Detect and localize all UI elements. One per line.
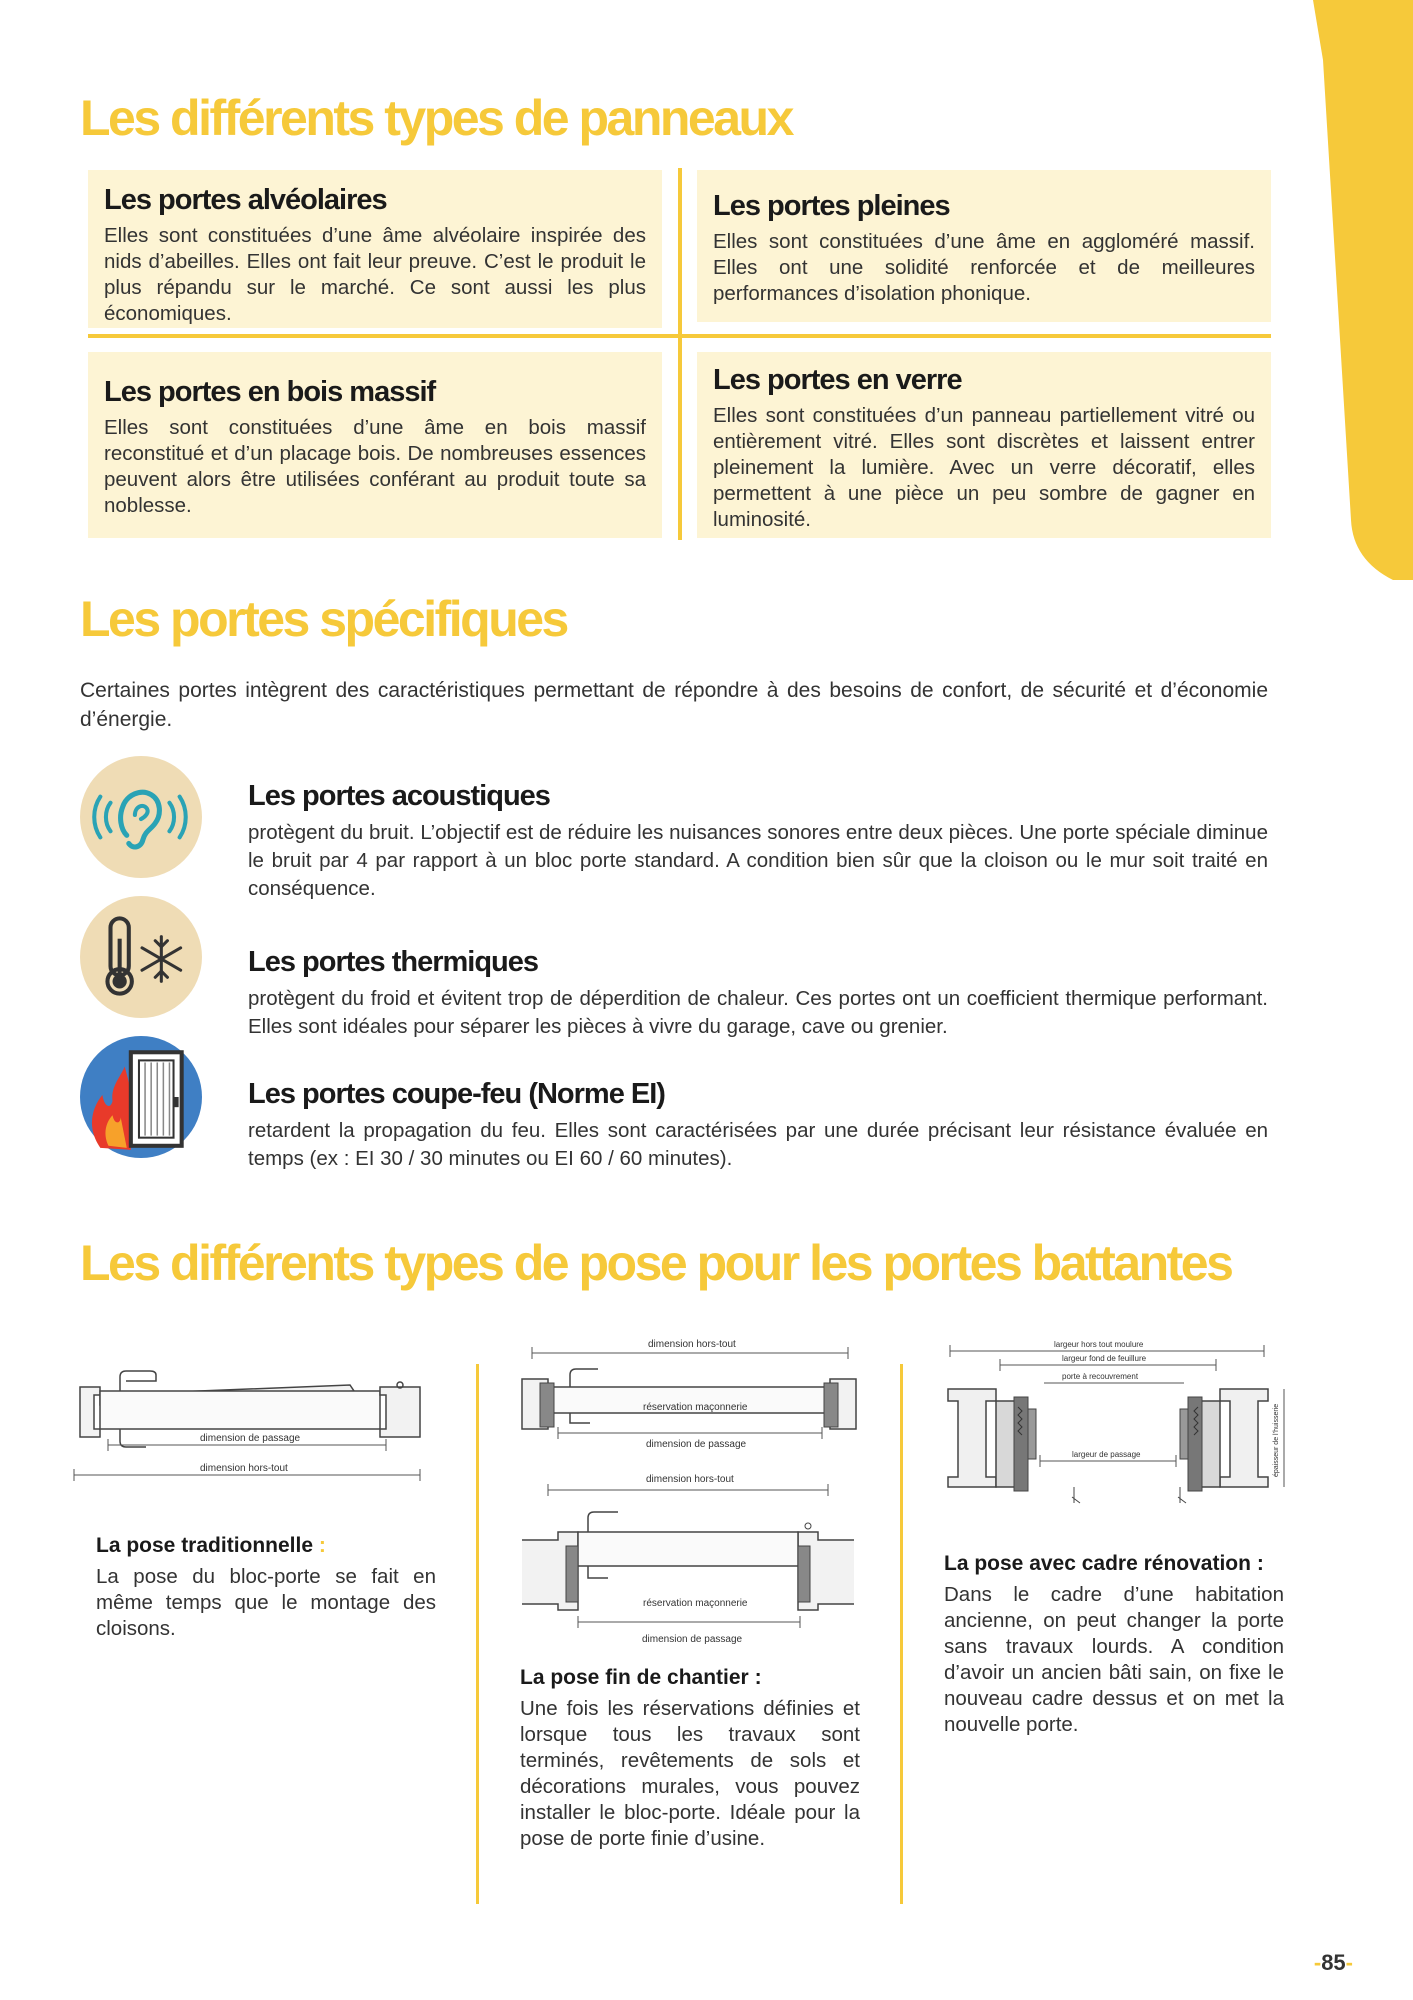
- pose-title-text: La pose fin de chantier: [520, 1666, 749, 1689]
- section-intro: Certaines portes intègrent des caractéristiques permettant de répondre à des besoins de confort, de sécurité et d’économie d’énergie.: [80, 679, 1268, 731]
- pose-title-text: La pose traditionnelle: [96, 1534, 314, 1557]
- panel-alveolaires: [88, 170, 662, 328]
- label-porte-recouvrement: porte à recouvrement: [1062, 1372, 1139, 1381]
- diagram-cadre-renovation: [944, 1337, 1304, 1507]
- panel-title: Les portes pleines: [713, 190, 950, 222]
- panel-text: Elles sont constituées d’un panneau partiellement vitré ou entièrement vitré. Elles sont discrètes et laissent entrer pleinement la lumière. Avec un verre décoratif, elles permettent à une pièce un peu sombre de gagner en luminosité.: [713, 404, 1255, 531]
- spec-title: Les portes acoustiques: [248, 780, 550, 812]
- pose-cadre-renovation: [944, 1552, 1284, 1738]
- spec-text: protègent du bruit. L’objectif est de réduire les nuisances sonores entre deux pièces. Une porte spéciale diminue le bruit par 4 par rapport à un bloc porte standard. A condition bien sûr que la cloison ou le mur soit traité en conséquence.: [248, 821, 1268, 900]
- label-hors-tout: dimension hors-tout: [646, 1474, 734, 1485]
- pose-text: Une fois les réservations définies et lorsque tous les travaux sont terminés, revêtements de sols et décorations murales, vous pouvez installer le bloc-porte. Idéale pour la pose de porte finie d’usine.: [520, 1697, 860, 1850]
- ear-sound-icon: [80, 756, 202, 878]
- label-hors-tout: dimension hors-tout: [200, 1463, 288, 1474]
- spec-acoustiques: [248, 780, 1268, 903]
- pose-title-colon: :: [754, 1666, 762, 1689]
- label-passage: dimension de passage: [642, 1634, 743, 1645]
- panel-text: Elles sont constituées d’une âme en bois massif reconstitué et d’un placage bois. De nombreuses essences peuvent alors être utilisées conférant au produit toute sa noblesse.: [104, 416, 646, 517]
- page-number-value: 85: [1321, 1950, 1346, 1975]
- panel-title: Les portes en bois massif: [104, 376, 436, 408]
- diagram-fin-chantier-2: [518, 1470, 858, 1650]
- pose-title-colon: :: [318, 1534, 326, 1557]
- section-title-specifiques: Les portes spécifiques: [80, 591, 567, 647]
- pose-title: [520, 1666, 860, 1690]
- pose-fin-chantier: [520, 1666, 860, 1852]
- section-title-pose: Les différents types de pose pour les portes battantes: [80, 1235, 1232, 1291]
- label-largeur-passage: largeur de passage: [1072, 1450, 1141, 1459]
- pose-title-colon: :: [1256, 1552, 1264, 1575]
- panel-pleines: [697, 170, 1271, 322]
- yellow-page-tab: [1313, 0, 1413, 580]
- label-reservation: réservation maçonnerie: [643, 1598, 748, 1609]
- panel-title: Les portes alvéolaires: [104, 184, 387, 216]
- label-hors-tout: dimension hors-tout: [648, 1339, 736, 1350]
- panel-title: Les portes en verre: [713, 364, 962, 396]
- panel-vertical-divider: [678, 168, 682, 540]
- pose-title: [96, 1534, 436, 1558]
- pose-traditionnelle: [96, 1534, 436, 1642]
- spec-text: retardent la propagation du feu. Elles sont caractérisées par une durée précisant leur résistance évaluée en temps (ex : EI 30 / 30 minutes ou EI 60 / 60 minutes).: [248, 1119, 1268, 1170]
- diagram-fin-chantier-1: [518, 1335, 858, 1455]
- spec-title: Les portes coupe-feu (Norme EI): [248, 1078, 665, 1110]
- spec-title: Les portes thermiques: [248, 946, 539, 978]
- panel-text: Elles sont constituées d’une âme en aggloméré massif. Elles ont une solidité renforcée et de meilleures performances d’isolation phonique.: [713, 230, 1255, 305]
- spec-coupe-feu: [248, 1078, 1268, 1173]
- pose-title: [944, 1552, 1284, 1576]
- column-divider-1: [476, 1364, 479, 1904]
- thermometer-snowflake-icon: [80, 896, 202, 1018]
- diagram-pose-traditionnelle: [70, 1345, 430, 1495]
- section-title-panneaux: Les différents types de panneaux: [80, 90, 792, 146]
- column-divider-2: [900, 1364, 903, 1904]
- pose-title-text: La pose avec cadre rénovation: [944, 1552, 1251, 1575]
- label-epaisseur-huisserie: épaisseur de l’huisserie: [1273, 1403, 1280, 1477]
- spec-text: protègent du froid et évitent trop de déperdition de chaleur. Ces portes ont un coefficient thermique performant. Elles sont idéales pour séparer les pièces à vivre du garage, cave ou grenier.: [248, 987, 1268, 1038]
- fire-door-icon: [80, 1036, 202, 1158]
- label-reservation: réservation maçonnerie: [643, 1402, 748, 1413]
- pose-text: La pose du bloc-porte se fait en même temps que le montage des cloisons.: [96, 1565, 436, 1640]
- label-passage: dimension de passage: [200, 1433, 301, 1444]
- label-passage: dimension de passage: [646, 1439, 747, 1450]
- page-number: -85-: [1313, 1950, 1353, 1975]
- panel-bois-massif: [88, 352, 662, 538]
- panel-verre: [697, 352, 1271, 538]
- pose-text: Dans le cadre d’une habitation ancienne, on peut changer la porte sans travaux lourds. A condition d’avoir un ancien bâti sain, on fixe le nouveau cadre dessus et on met la nouvelle porte.: [944, 1583, 1284, 1736]
- panel-text: Elles sont constituées d’une âme alvéolaire inspirée des nids d’abeilles. Elles ont fait leur preuve. C’est le produit le plus répandu sur le marché. Ce sont aussi les plus économiques.: [104, 224, 646, 325]
- panel-horizontal-divider: [88, 334, 1271, 338]
- spec-thermiques: [248, 946, 1268, 1041]
- label-largeur-moulure: largeur hors tout moulure: [1054, 1340, 1144, 1349]
- label-largeur-feuillure: largeur fond de feuillure: [1062, 1354, 1147, 1363]
